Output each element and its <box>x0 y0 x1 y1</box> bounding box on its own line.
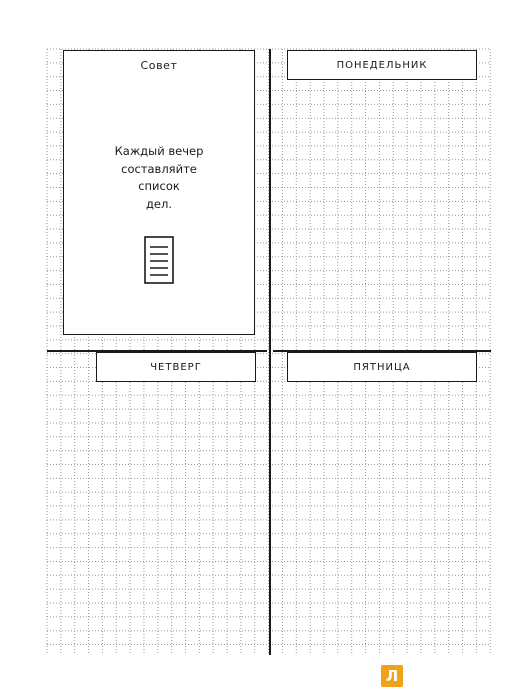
publisher-logo: Л <box>381 665 403 687</box>
advice-line: составляйте <box>121 161 197 176</box>
advice-line: Каждый вечер <box>114 144 204 158</box>
advice-panel <box>63 79 255 335</box>
advice-text <box>64 143 254 213</box>
friday-title: ПЯТНИЦА <box>287 352 477 382</box>
advice-title: Совет <box>63 50 255 80</box>
vertical-divider <box>269 49 271 655</box>
monday-title: ПОНЕДЕЛЬНИК <box>287 50 477 80</box>
advice-line: список <box>138 179 180 193</box>
advice-line: дел. <box>145 196 173 211</box>
list-document-icon <box>144 236 174 284</box>
thursday-title: ЧЕТВЕРГ <box>96 352 256 382</box>
